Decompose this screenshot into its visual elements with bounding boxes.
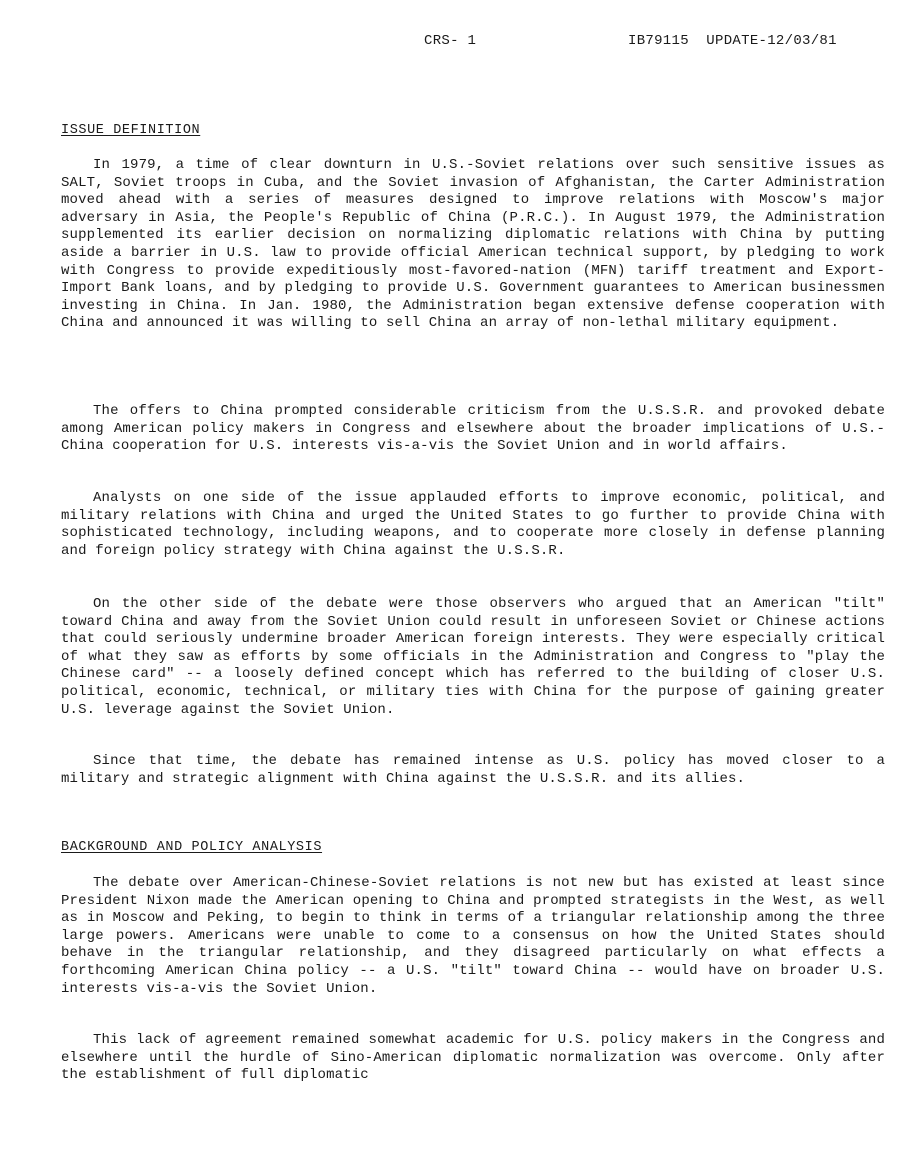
paragraph-issue-2: The offers to China prompted considerable criticism from the U.S.S.R. and provoked debate among American policy makers in Congress and elsewhere about the broader implications of U.S.-China cooperation for U.S. interests vis-a-vis the Soviet Union and in world affairs.: [61, 403, 885, 455]
section-heading-background: BACKGROUND AND POLICY ANALYSIS: [61, 840, 323, 855]
paragraph-issue-4: On the other side of the debate were those observers who argued that an American "tilt" toward China and away from the Soviet Union could result in unforeseen Soviet or Chinese actions that could seriously undermine broader American foreign interests. They were especially critical of what they saw as efforts by some officials in the Administration and Congress to "play the Chinese card" -- a loosely defined concept which has referred to the building of closer U.S. political, economic, technical, or military ties with China for the purpose of gaining greater U.S. leverage against the Soviet Union.: [61, 596, 885, 718]
paragraph-issue-5: Since that time, the debate has remained intense as U.S. policy has moved closer to a military and strategic alignment with China against the U.S.S.R. and its allies.: [61, 753, 885, 787]
document-id: IB79115 UPDATE-12/03/81: [628, 33, 837, 49]
paragraph-background-2: This lack of agreement remained somewhat academic for U.S. policy makers in the Congress and elsewhere until the hurdle of Sino-American diplomatic normalization was overcome. Only after the establishment of full diplomatic: [61, 1032, 885, 1084]
paragraph-background-1: The debate over American-Chinese-Soviet relations is not new but has existed at least since President Nixon made the American opening to China and prompted strategists in the West, as well as in Moscow and Peking, to begin to think in terms of a triangular relationship among the three large powers. Americans were unable to come to a consensus on how the United States should behave in the triangular relationship, and they disagreed particularly on what effects a forthcoming American China policy -- a U.S. "tilt" toward China -- would have on broader U.S. interests vis-a-vis the Soviet Union.: [61, 875, 885, 997]
section-heading-issue-definition: ISSUE DEFINITION: [61, 123, 201, 138]
paragraph-issue-1: In 1979, a time of clear downturn in U.S.-Soviet relations over such sensitive issues as SALT, Soviet troops in Cuba, and the Soviet invasion of Afghanistan, the Carter Administration moved ahead with a series of measures designed to improve relations with Moscow's major adversary in Asia, the People's Republic of China (P.R.C.). In August 1979, the Administration supplemented its earlier decision on normalizing diplomatic relations with China by putting aside a barrier in U.S. law to provide official American technical support, by pledging to work with Congress to provide expeditiously most-favored-nation (MFN) tariff treatment and Export-Import Bank loans, and by pledging to provide U.S. Government guarantees to American businessmen investing in China. In Jan. 1980, the Administration began extensive defense cooperation with China and announced it was willing to sell China an array of non-lethal military equipment.: [61, 157, 885, 332]
paragraph-issue-3: Analysts on one side of the issue applauded efforts to improve economic, political, and military relations with China and urged the United States to go further to provide China with sophisticated technology, including weapons, and to cooperate more closely in defense planning and foreign policy strategy with China against the U.S.S.R.: [61, 490, 885, 559]
page-label: CRS- 1: [424, 33, 477, 49]
